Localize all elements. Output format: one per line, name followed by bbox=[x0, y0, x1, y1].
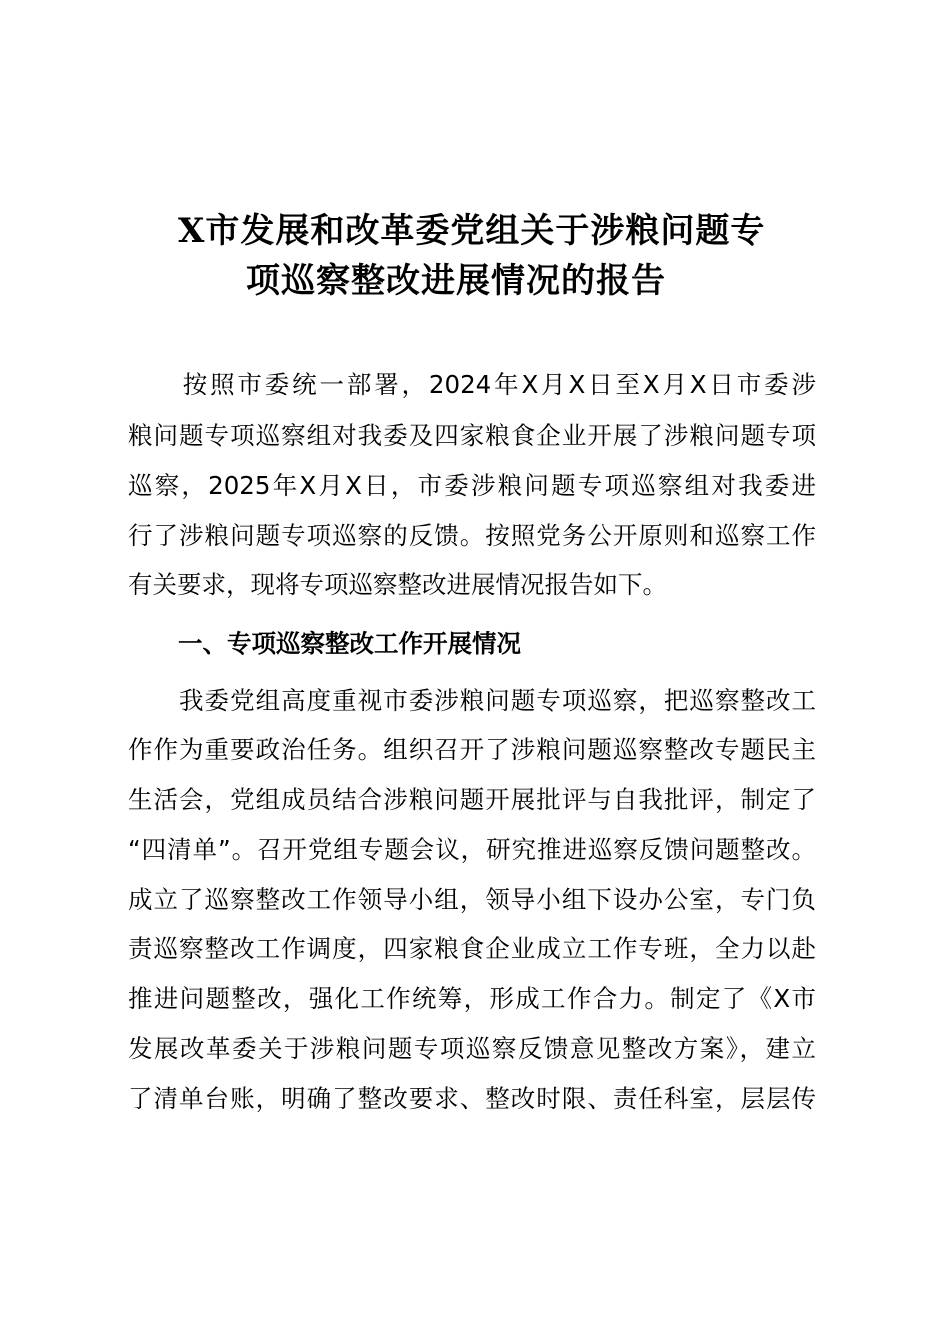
text-line: 责巡察整改工作调度，四家粮食企业成立工作专班，全力以赴 bbox=[128, 934, 816, 963]
text-line: 推进问题整改，强化工作统筹，形成工作合力。制定了《X市 bbox=[128, 984, 816, 1013]
text-line: 发展改革委关于涉粮问题专项巡察反馈意见整改方案》，建立 bbox=[128, 1034, 816, 1063]
text-line: 成立了巡察整改工作领导小组，领导小组下设办公室，专门负 bbox=[128, 885, 816, 914]
text-line: 行了涉粮问题专项巡察的反馈。按照党务公开原则和巡察工作 bbox=[128, 521, 816, 550]
text-line: 了清单台账，明确了整改要求、整改时限、责任科室，层层传 bbox=[128, 1084, 816, 1113]
text-line: 我委党组高度重视市委涉粮问题专项巡察，把巡察整改工 bbox=[128, 686, 816, 715]
text-line: 生活会，党组成员结合涉粮问题开展批评与自我批评，制定了 bbox=[128, 785, 816, 814]
text-line: 粮问题专项巡察组对我委及四家粮食企业开展了涉粮问题专项 bbox=[128, 421, 816, 450]
text-line: “四清单”。召开党组专题会议，研究推进巡察反馈问题整改。 bbox=[128, 835, 816, 864]
document-title-line-1: X市发展和改革委党组关于涉粮问题专 bbox=[178, 211, 766, 251]
text-line: 巡察，2025年X月X日，市委涉粮问题专项巡察组对我委进 bbox=[128, 471, 816, 500]
text-line: 作作为重要政治任务。组织召开了涉粮问题巡察整改专题民主 bbox=[128, 735, 816, 764]
text-line: 有关要求，现将专项巡察整改进展情况报告如下。 bbox=[128, 570, 667, 599]
text-line: 按照市委统一部署，2024年X月X日至X月X日市委涉 bbox=[128, 370, 816, 399]
document-title-line-2: 项巡察整改进展情况的报告 bbox=[246, 261, 666, 301]
section-heading: 一、专项巡察整改工作开展情况 bbox=[178, 629, 521, 658]
